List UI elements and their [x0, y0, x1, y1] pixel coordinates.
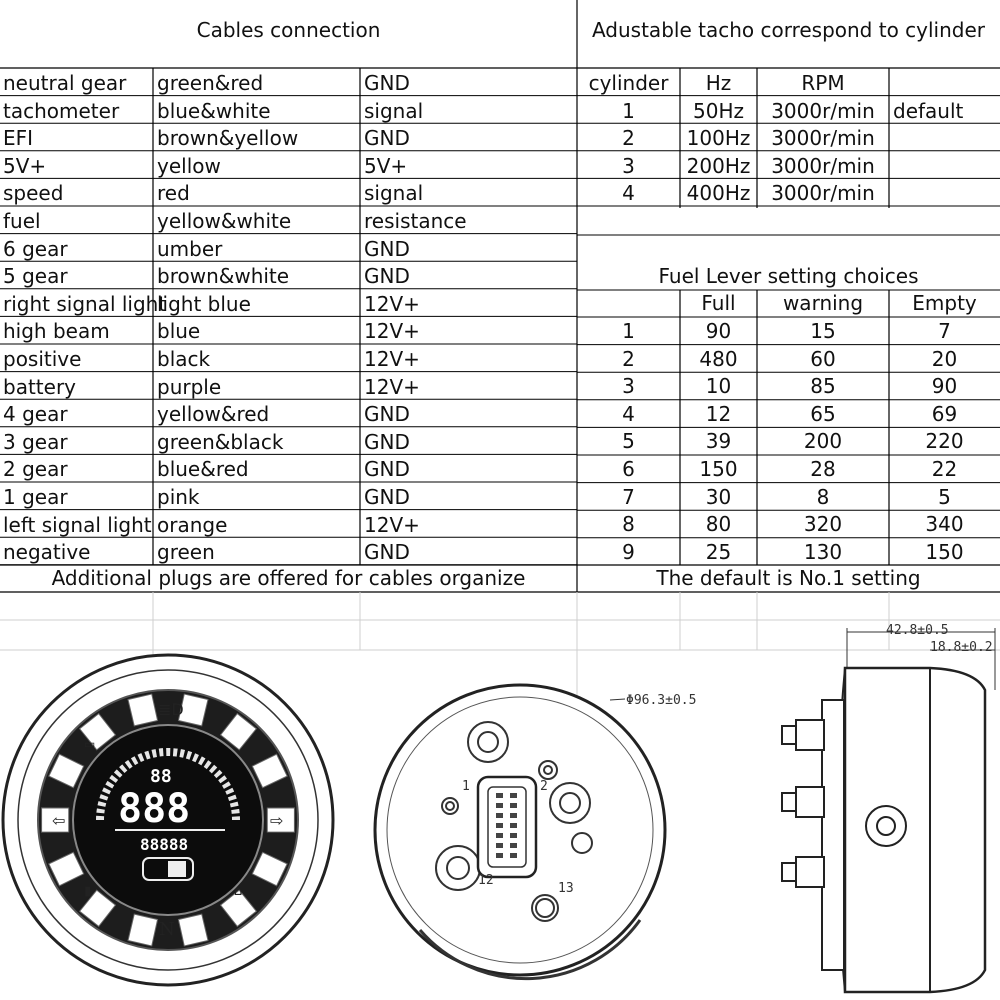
cable-function: 5 gear	[3, 264, 68, 289]
cable-function: 4 gear	[3, 402, 68, 427]
fuel-empty-value: 5	[938, 484, 951, 509]
tacho-note	[893, 153, 998, 180]
cable-color: blue	[157, 319, 201, 344]
fuel-icon: ▮	[84, 884, 92, 899]
cable-color: pink	[157, 485, 200, 509]
connector-pin	[496, 813, 503, 818]
gauge-front-view	[3, 655, 333, 985]
cable-function: 6 gear	[3, 236, 68, 261]
cable-function: right signal light	[3, 291, 167, 316]
speed-digits: 888	[118, 786, 191, 832]
fuel-warning-value: 320	[803, 512, 843, 537]
fuel-empty-value: 20	[931, 346, 958, 371]
tacho-rpm: 3000r/min	[771, 181, 875, 206]
cable-type: 12V+	[364, 291, 420, 316]
fuel-warning-value: 8	[816, 484, 830, 509]
cable-type: signal	[364, 98, 424, 123]
tacho-header-rpm: RPM	[801, 71, 845, 95]
cable-type: signal	[364, 181, 424, 206]
fuel-full-value: 80	[705, 512, 732, 537]
battery-icon: ▭	[84, 737, 96, 751]
cable-type: GND	[364, 402, 410, 427]
connector-pin	[510, 793, 517, 798]
fuel-setting-number: 8	[622, 512, 635, 537]
fuel-setting-number: 2	[622, 346, 635, 371]
cable-type: GND	[364, 126, 410, 151]
cable-function: tachometer	[3, 98, 120, 123]
fuel-full-value: 12	[705, 401, 732, 426]
pin-12-label: 12	[478, 873, 494, 888]
tacho-hz: 200Hz	[686, 153, 751, 178]
tacho-hz: 400Hz	[686, 181, 751, 206]
rpm-digits: 88	[150, 766, 172, 787]
cable-color: green	[157, 540, 215, 565]
diameter-label: Φ96.3±0.5	[626, 693, 697, 708]
cable-function: 1 gear	[3, 485, 68, 509]
connector-pin	[496, 853, 503, 858]
fuel-setting-number: 1	[622, 319, 635, 343]
tacho-rpm: 3000r/min	[771, 126, 875, 151]
turn-right-icon: ⇨	[270, 811, 284, 830]
fuel-full-value: 150	[699, 457, 738, 481]
gauge-back-view	[375, 685, 696, 979]
fuel-warning-value: 15	[810, 319, 836, 343]
cable-type: GND	[364, 71, 410, 95]
tacho-hz: 100Hz	[686, 126, 751, 151]
cable-color: blue&white	[157, 98, 271, 123]
depth-dimension: 42.8±0.5	[886, 623, 949, 638]
tacho-rpm: 3000r/min	[771, 153, 875, 178]
cable-function: 2 gear	[3, 457, 68, 482]
fuel-full-value: 480	[699, 346, 738, 371]
cable-function: fuel	[3, 209, 41, 233]
connector-pin	[496, 843, 503, 848]
cable-color: yellow&white	[157, 209, 292, 233]
tacho-header-cylinder: cylinder	[588, 71, 669, 95]
fuel-warning-value: 28	[810, 457, 836, 481]
tacho-header-hz: Hz	[705, 71, 732, 95]
pin-1-label: 1	[462, 779, 470, 794]
cable-function: positive	[3, 347, 82, 371]
fuel-empty-value: 90	[931, 374, 958, 399]
odometer-digits: 88888	[140, 835, 189, 854]
tacho-title: Adustable tacho correspond to cylinder	[591, 18, 986, 42]
cable-color: green&black	[157, 429, 284, 454]
connector-pin	[496, 823, 503, 828]
cables-title: Cables connection	[196, 18, 381, 42]
fuel-empty-value: 69	[931, 401, 958, 426]
cable-color: umber	[157, 236, 223, 261]
connector-pin	[510, 813, 517, 818]
fuel-warning-value: 60	[810, 346, 836, 371]
fuel-setting-number: 7	[622, 484, 635, 509]
cable-type: 12V+	[364, 512, 420, 537]
connector-pin	[510, 803, 517, 808]
tacho-cylinder: 2	[622, 126, 635, 151]
fuel-empty-value: 340	[925, 512, 964, 537]
high-beam-icon: ≣D	[158, 700, 184, 719]
fuel-full-value: 39	[705, 429, 732, 454]
connector-pin	[496, 793, 503, 798]
cable-color: purple	[157, 374, 222, 399]
fuel-empty-value: 22	[931, 457, 958, 481]
gauge-side-view	[782, 623, 995, 992]
cable-color: brown&yellow	[157, 126, 299, 151]
gauge-diagrams	[0, 600, 1000, 1000]
fuel-warning-value: 200	[803, 429, 843, 454]
fuel-setting-number: 6	[622, 457, 635, 481]
cable-function: neutral gear	[3, 71, 127, 95]
tacho-cylinder: 1	[622, 98, 635, 123]
fuel-full-value: 30	[705, 484, 732, 509]
fuel-setting-number: 3	[622, 374, 635, 399]
cable-type: GND	[364, 429, 410, 454]
cable-type: 5V+	[364, 153, 408, 178]
tacho-cylinder: 4	[622, 181, 635, 206]
cable-function: left signal light	[3, 512, 152, 537]
fuel-full-value: 10	[705, 374, 732, 399]
tacho-note: default	[893, 98, 964, 123]
fuel-warning-value: 85	[810, 374, 836, 399]
cable-function: 3 gear	[3, 429, 68, 454]
fuel-empty-value: 150	[925, 539, 964, 564]
cable-type: GND	[364, 236, 410, 261]
cable-color: orange	[157, 512, 228, 537]
cable-type: resistance	[364, 209, 467, 233]
cable-function: negative	[3, 540, 91, 565]
cable-color: yellow	[157, 153, 221, 178]
cable-type: GND	[364, 457, 410, 482]
cable-color: black	[157, 347, 211, 371]
fuel-setting-number: 4	[622, 401, 635, 426]
fuel-setting-number: 5	[622, 429, 635, 454]
connector-pin	[510, 843, 517, 848]
cable-function: EFI	[3, 126, 34, 151]
cable-function: battery	[3, 374, 76, 399]
fuel-warning-value: 65	[810, 401, 836, 426]
fuel-title: Fuel Lever setting choices	[658, 264, 919, 288]
tacho-note	[893, 125, 998, 152]
connector-pin	[510, 853, 517, 858]
tacho-rpm: 3000r/min	[771, 98, 875, 123]
tacho-hz: 50Hz	[693, 98, 744, 123]
cable-type: GND	[364, 264, 410, 289]
fuel-header-full: Full	[701, 291, 736, 315]
fuel-full-value: 90	[705, 319, 732, 343]
cable-type: 12V+	[364, 347, 420, 371]
turn-left-icon: ⇦	[52, 811, 66, 830]
cable-color: blue&red	[157, 457, 249, 482]
fuel-full-value: 25	[705, 539, 732, 564]
pin-2-label: 2	[540, 779, 548, 794]
cable-type: GND	[364, 540, 410, 565]
fuel-header-warning: warning	[782, 291, 864, 315]
cable-type: 12V+	[364, 319, 420, 344]
tacho-note	[893, 180, 998, 207]
engine-icon: ⌂	[234, 884, 243, 899]
connector-pin	[510, 833, 517, 838]
fuel-footer: The default is No.1 setting	[656, 566, 921, 590]
fuel-header-empty: Empty	[912, 291, 977, 315]
connector-pin	[496, 833, 503, 838]
cable-type: GND	[364, 485, 410, 509]
fuel-empty-value: 220	[925, 429, 964, 454]
cable-function: high beam	[3, 319, 110, 344]
cable-color: yellow&red	[157, 402, 270, 427]
cable-function: speed	[3, 181, 64, 206]
cable-type: 12V+	[364, 374, 420, 399]
cable-color: red	[157, 181, 190, 206]
fuel-setting-number: 9	[622, 539, 635, 564]
connector-pin	[496, 803, 503, 808]
tacho-cylinder: 3	[622, 153, 635, 178]
cable-color: light blue	[157, 291, 251, 316]
cable-color: green&red	[157, 71, 264, 95]
bezel-dimension: 18.8±0.2	[930, 640, 993, 655]
fuel-empty-value: 7	[938, 319, 951, 343]
cable-color: brown&white	[157, 264, 290, 289]
connector-pin	[510, 823, 517, 828]
fuel-warning-value: 130	[803, 539, 843, 564]
cable-function: 5V+	[3, 153, 47, 178]
gear-indicator: N	[159, 919, 175, 940]
cables-footer: Additional plugs are offered for cables organize	[51, 566, 526, 590]
pin-13-label: 13	[558, 881, 574, 896]
